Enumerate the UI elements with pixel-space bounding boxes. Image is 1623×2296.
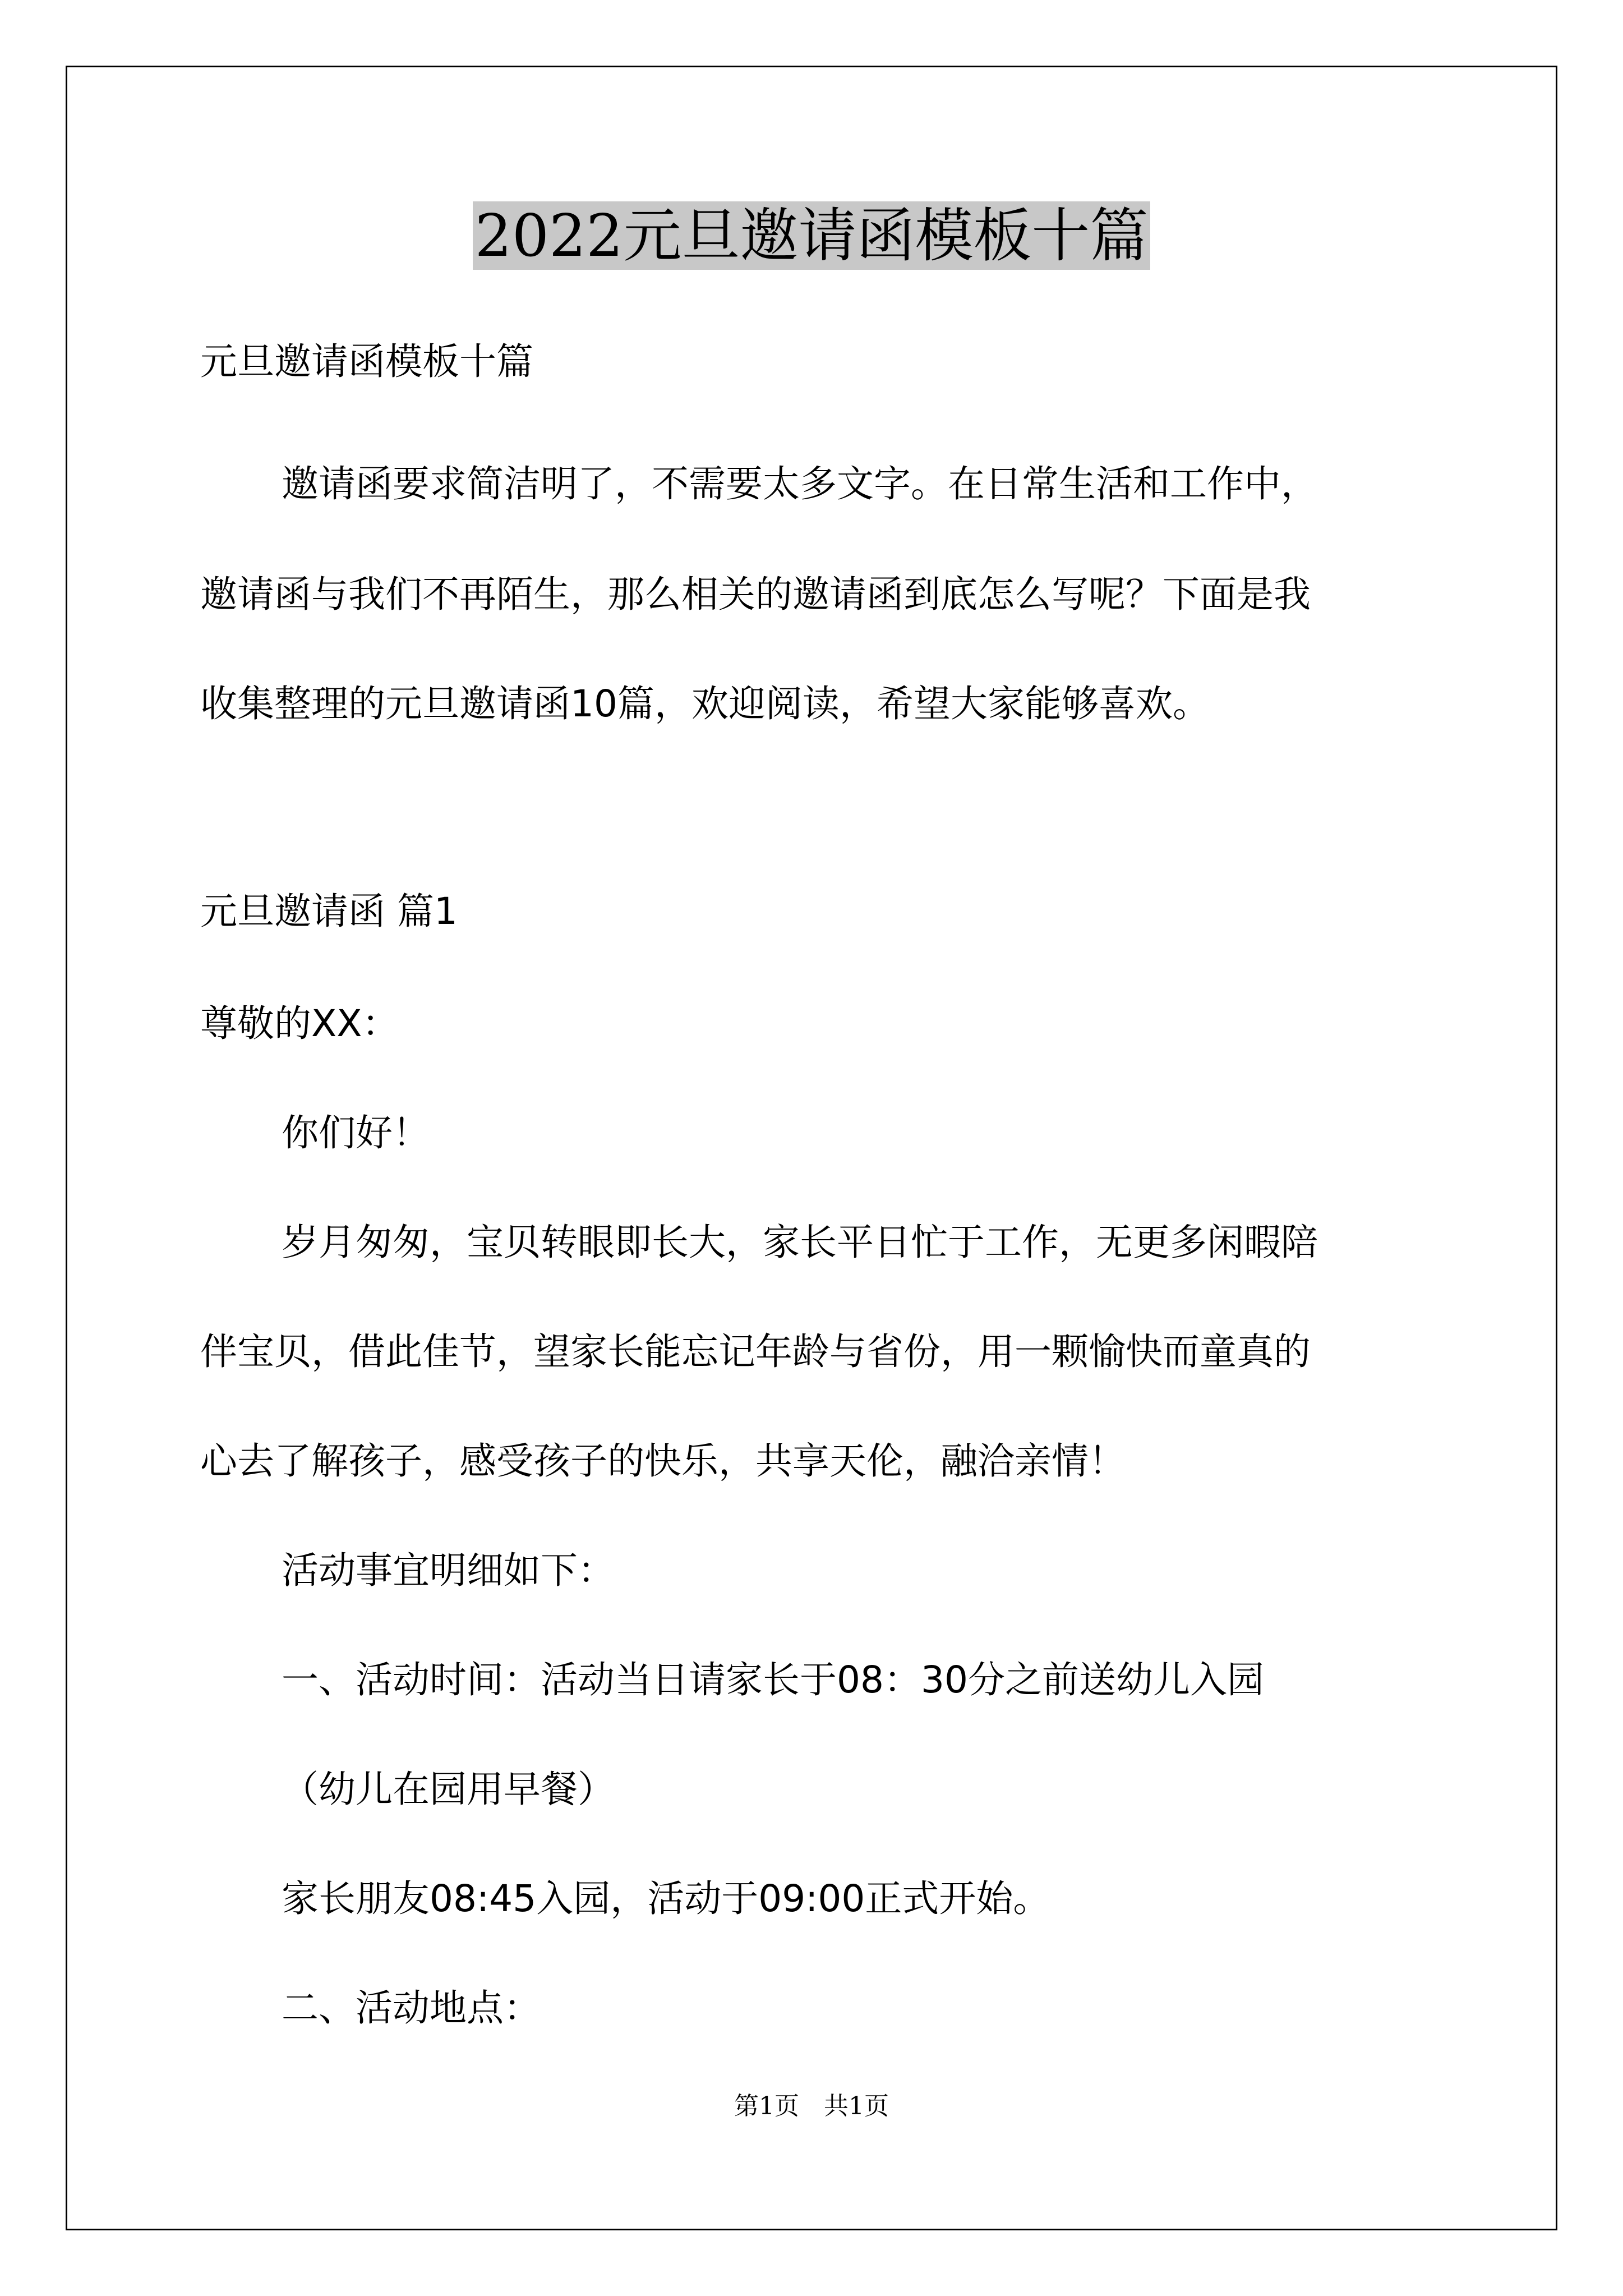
salutation: 尊敬的XX： <box>200 1002 399 1045</box>
paragraph-line: 收集整理的元旦邀请函10篇，欢迎阅读，希望大家能够喜欢。 <box>200 682 1210 725</box>
paragraph-line: 一、活动时间：活动当日请家长于08：30分之前送幼儿入园 <box>282 1658 1264 1701</box>
section-heading: 元旦邀请函 篇1 <box>200 890 458 933</box>
paragraph-line: （幼儿在园用早餐） <box>282 1768 615 1811</box>
paragraph-line: 邀请函与我们不再陌生，那么相关的邀请函到底怎么写呢？下面是我 <box>200 573 1311 616</box>
greeting: 你们好！ <box>282 1111 430 1154</box>
paragraph-line: 邀请函要求简洁明了，不需要太多文字。在日常生活和工作中， <box>282 462 1318 505</box>
subtitle: 元旦邀请函模板十篇 <box>200 340 533 383</box>
paragraph-line: 岁月匆匆，宝贝转眼即长大，家长平日忙于工作，无更多闲暇陪 <box>282 1221 1318 1264</box>
paragraph-line: 伴宝贝，借此佳节，望家长能忘记年龄与省份，用一颗愉快而童真的 <box>200 1330 1311 1373</box>
document-title-text: 2022元旦邀请函模板十篇 <box>473 201 1151 270</box>
document-title <box>0 199 1623 272</box>
paragraph-line: 二、活动地点： <box>282 1986 541 2030</box>
page-footer: 第1页 共1页 <box>734 2092 889 2120</box>
paragraph-line: 心去了解孩子，感受孩子的快乐，共享天伦，融洽亲情！ <box>200 1439 1126 1483</box>
paragraph-line: 家长朋友08:45入园，活动于09:00正式开始。 <box>282 1877 1050 1920</box>
paragraph-line: 活动事宜明细如下： <box>282 1549 615 1592</box>
